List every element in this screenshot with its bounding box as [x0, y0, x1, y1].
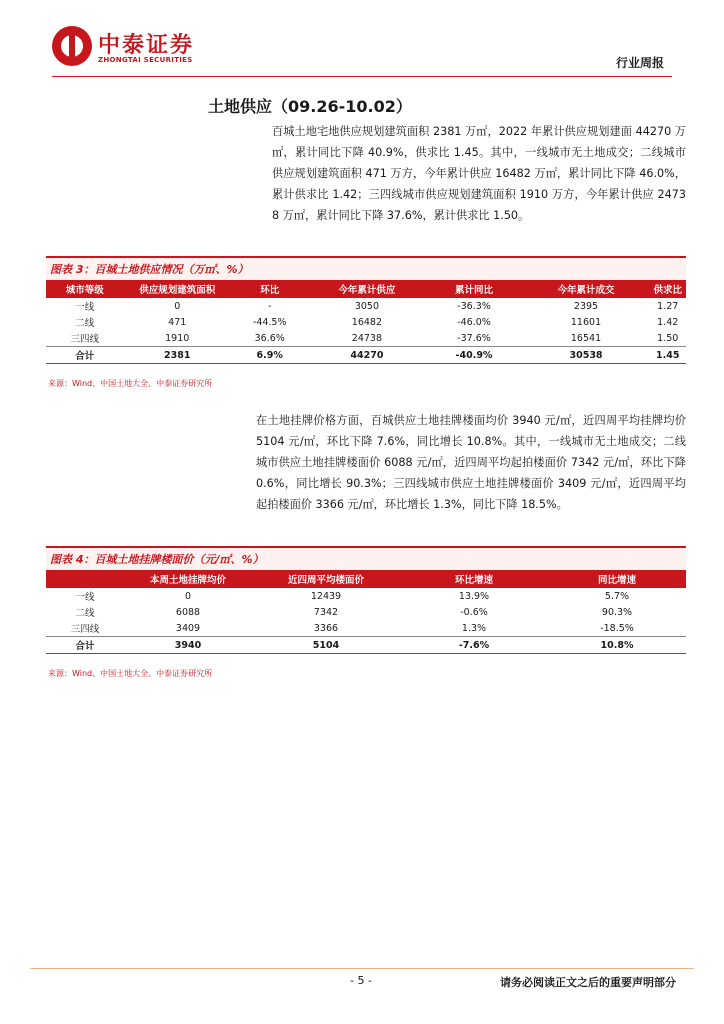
table-cell: 0 — [174, 300, 181, 312]
table-cell: -36.3% — [457, 300, 491, 312]
column-header: 累计同比 — [425, 280, 522, 298]
table-cell: 6088 — [175, 606, 201, 618]
table-header-row — [46, 280, 686, 298]
column-header: 本周土地挂牌均价 — [124, 570, 252, 588]
page-number: - 5 - — [350, 974, 372, 987]
table-cell: 合计 — [46, 347, 123, 364]
column-header: 供求比 — [649, 280, 686, 298]
table-cell: 3366 — [313, 622, 339, 634]
column-header: 今年累计成交 — [523, 280, 650, 298]
table-cell: 3409 — [175, 622, 201, 634]
table-cell: -7.6% — [400, 637, 548, 654]
table-total-row — [46, 637, 686, 654]
table-cell: 1.3% — [461, 622, 487, 634]
table-cell: 44270 — [308, 347, 425, 364]
table-cell: -46.0% — [457, 316, 491, 328]
table-cell: 11601 — [570, 316, 602, 328]
table-cell: 30538 — [523, 347, 650, 364]
table-cell: 90.3% — [601, 606, 633, 618]
brand-name-cn: 中泰证券 — [98, 33, 195, 58]
table-cell: 1910 — [165, 332, 190, 344]
table-row — [46, 314, 686, 330]
figure-3 — [46, 256, 686, 389]
table-cell: 合计 — [46, 637, 124, 654]
figure-4-source: 来源：Wind、中国土地大全、中泰证券研究所 — [48, 669, 213, 678]
column-header: 环比 — [231, 280, 308, 298]
company-logo — [52, 24, 232, 70]
table-cell: 二线 — [75, 608, 95, 619]
table-cell: 3940 — [124, 637, 252, 654]
table-row — [46, 330, 686, 347]
table-row — [46, 298, 686, 314]
brand-name-en: ZHONGTAI SECURITIES — [98, 56, 193, 64]
table-cell: 3050 — [354, 300, 379, 312]
table-cell: 2395 — [573, 300, 599, 312]
column-header: 近四周平均楼面价 — [252, 570, 400, 588]
table-cell: 一线 — [75, 302, 95, 313]
table-cell: 1.45 — [649, 347, 686, 364]
table-cell: 24738 — [351, 332, 383, 344]
table-cell: 16482 — [351, 316, 383, 328]
table-cell: 5.7% — [604, 590, 630, 602]
table-total-row — [46, 347, 686, 364]
column-header: 今年累计供应 — [308, 280, 425, 298]
table-cell: 7342 — [313, 606, 339, 618]
figure-4 — [46, 546, 686, 679]
table-cell: 二线 — [75, 318, 95, 329]
table-cell: 2381 — [123, 347, 231, 364]
figure-4-table — [46, 570, 686, 654]
document-type: 行业周报 — [615, 56, 664, 70]
table-cell: 6.9% — [231, 347, 308, 364]
table-cell: -40.9% — [425, 347, 522, 364]
table-cell: 5104 — [252, 637, 400, 654]
table-cell: 10.8% — [548, 637, 686, 654]
column-header: 城市等级 — [46, 280, 123, 298]
column-header — [46, 570, 124, 588]
table-row — [46, 588, 686, 604]
table-cell: 1.50 — [657, 332, 679, 344]
logo-emblem-icon — [52, 26, 92, 66]
table-cell: 一线 — [75, 592, 95, 603]
figure-4-title: 图表 4：百城土地挂牌楼面价（元/㎡、%） — [46, 546, 686, 570]
column-header: 环比增速 — [400, 570, 548, 588]
footer-disclaimer: 请务必阅读正文之后的重要声明部分 — [500, 976, 676, 989]
header-divider — [52, 76, 672, 77]
figure-3-title: 图表 3：百城土地供应情况（万㎡、%） — [46, 256, 686, 280]
column-header: 同比增速 — [548, 570, 686, 588]
footer-divider — [30, 968, 694, 969]
table-cell: 471 — [168, 316, 187, 328]
table-cell: 0 — [184, 590, 192, 602]
table-cell: 13.9% — [458, 590, 490, 602]
figure-3-table — [46, 280, 686, 364]
column-header: 供应规划建筑面积 — [123, 280, 231, 298]
table-cell: -18.5% — [600, 622, 634, 634]
table-row — [46, 620, 686, 637]
table-cell: -44.5% — [252, 316, 287, 328]
table-cell: 三四线 — [70, 334, 99, 345]
table-cell: 1.42 — [657, 316, 679, 328]
paragraph-land-price: 在土地挂牌价格方面，百城供应土地挂牌楼面均价 3940 元/㎡，近四周平均挂牌均价 5104 元/㎡，环比下降 7.6%，同比增长 10.8%。其中，一线城市无土地成交；二线城市供应土地挂牌楼面价 6088 元/㎡，近四周平均起拍楼面价 7342 元/㎡，环比下降 0.6%，同比增长 90.3%；三四线城市供应土地挂牌楼面价 3409 元/㎡，近四周平均起拍楼面价 3366 元/㎡，环比增长 1.3%，同比下降 18.5%。 — [256, 414, 686, 511]
table-cell: 12439 — [310, 590, 342, 602]
table-cell: -37.6% — [457, 332, 491, 344]
figure-3-source: 来源：Wind、中国土地大全、中泰证券研究所 — [48, 379, 213, 388]
table-cell: - — [267, 300, 272, 312]
table-cell: 三四线 — [70, 624, 100, 635]
table-cell: 16541 — [570, 332, 602, 344]
paragraph-land-supply: 百城土地宅地供应规划建筑面积 2381 万㎡，2022 年累计供应规划建面 44270 万㎡，累计同比下降 40.9%，供求比 1.45。其中，一线城市无土地成交；二线城市供应规划建筑面积 471 万方，今年累计供应 16482 万㎡，累计同比下降 46.0%，累计供求比 1.42；三四线城市供应规划建筑面积 1910 万方，今年累计供应 24738 万㎡，累计同比下降 37.6%，累计供求比 1.50。 — [272, 125, 686, 222]
table-row — [46, 604, 686, 620]
table-cell: 1.27 — [657, 300, 679, 312]
table-header-row — [46, 570, 686, 588]
table-cell: 36.6% — [254, 332, 285, 344]
table-cell: -0.6% — [460, 606, 488, 618]
section-title: 土地供应（09.26-10.02） — [208, 97, 412, 116]
